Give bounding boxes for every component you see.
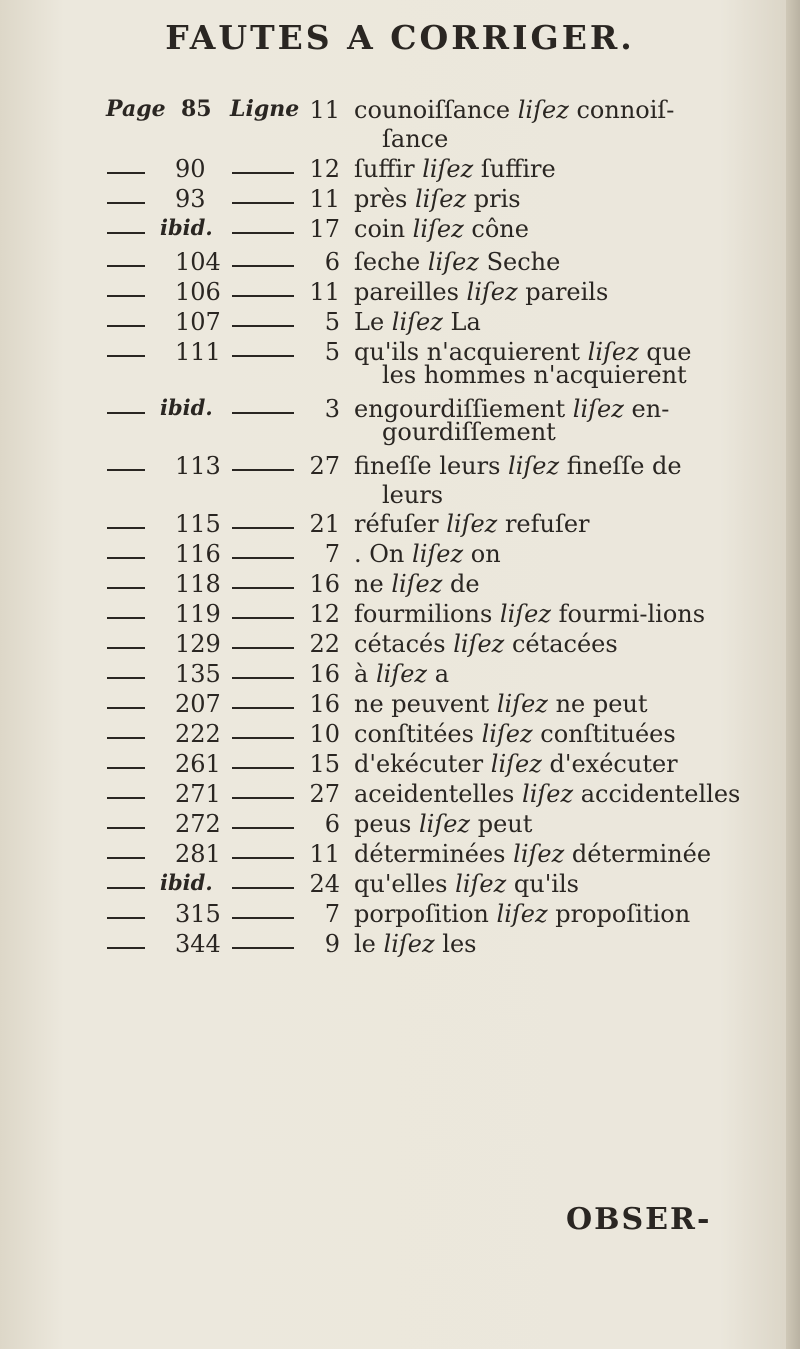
line-number: 9 <box>324 930 340 958</box>
erratum-entry <box>354 452 682 480</box>
erratum-entry <box>354 630 618 658</box>
page-number: ibid. <box>160 870 213 895</box>
erratum-entry <box>354 215 529 243</box>
ditto-dash <box>107 857 145 859</box>
leader-dash <box>232 707 294 709</box>
errata-row <box>0 630 790 664</box>
page-number: ibid. <box>160 215 213 240</box>
errata-row <box>0 810 790 844</box>
ditto-dash <box>107 587 145 589</box>
line-number: 17 <box>309 215 340 243</box>
error-text: ſeche <box>354 248 421 276</box>
continuation-text: ſance <box>382 125 449 153</box>
ditto-dash <box>107 202 145 204</box>
erratum-entry <box>354 930 476 958</box>
lisez-label: liſez <box>496 690 548 718</box>
line-number: 11 <box>309 96 340 124</box>
erratum-entry <box>354 308 481 336</box>
ditto-dash <box>107 355 145 357</box>
catchword: OBSER- <box>566 1202 712 1237</box>
leader-dash <box>232 557 294 559</box>
lisez-label: liſez <box>508 452 560 480</box>
correction-text: peut <box>477 810 533 838</box>
leader-dash <box>232 325 294 327</box>
page-number: 113 <box>175 452 221 480</box>
leader-dash <box>232 587 294 589</box>
page-number: 271 <box>175 780 221 808</box>
correction-text: propoſition <box>555 900 691 928</box>
error-text: engourdiſſiement <box>354 395 566 423</box>
errata-row <box>0 278 790 312</box>
errata-row <box>0 155 790 189</box>
page-number: 119 <box>175 600 221 628</box>
ditto-dash <box>107 917 145 919</box>
page-title: FAUTES A CORRIGER. <box>165 18 635 57</box>
ditto-dash <box>107 412 145 414</box>
leader-dash <box>232 172 294 174</box>
correction-text: cône <box>471 215 529 243</box>
leader-dash <box>232 232 294 234</box>
line-number: 7 <box>324 900 340 928</box>
leader-dash <box>232 737 294 739</box>
line-number: 5 <box>324 338 340 366</box>
ditto-dash <box>107 557 145 559</box>
line-number: 6 <box>324 248 340 276</box>
line-number: 11 <box>309 278 340 306</box>
lisez-label: liſez <box>391 308 443 336</box>
lisez-label: liſez <box>427 248 479 276</box>
lisez-label: liſez <box>415 185 467 213</box>
ditto-dash <box>107 887 145 889</box>
line-number: 3 <box>324 395 340 423</box>
erratum-entry <box>354 840 711 868</box>
ditto-dash <box>107 527 145 529</box>
errata-row <box>0 570 790 604</box>
error-text: conſtitées <box>354 720 474 748</box>
page-number: 135 <box>175 660 221 688</box>
leader-dash <box>232 827 294 829</box>
line-number: 16 <box>309 570 340 598</box>
lisez-label: liſez <box>481 720 533 748</box>
lisez-label: liſez <box>490 750 542 778</box>
errata-row <box>0 185 790 219</box>
errata-row <box>0 248 790 282</box>
line-number: 16 <box>309 660 340 688</box>
error-text: cétacés <box>354 630 446 658</box>
errata-row <box>0 308 790 342</box>
correction-text: ſuffire <box>480 155 556 183</box>
errata-row-continuation <box>0 418 790 452</box>
correction-text: refuſer <box>504 510 590 538</box>
error-text: ne <box>354 570 384 598</box>
error-text: coin <box>354 215 406 243</box>
lisez-label: liſez <box>391 570 443 598</box>
leader-dash <box>232 917 294 919</box>
error-text: pareilles <box>354 278 459 306</box>
leader-dash <box>232 767 294 769</box>
erratum-entry <box>354 185 521 213</box>
ditto-dash <box>107 325 145 327</box>
erratum-entry <box>354 750 678 778</box>
errata-row <box>0 870 790 904</box>
page-number: 116 <box>175 540 221 568</box>
errata-row <box>0 750 790 784</box>
errata-row <box>0 215 790 249</box>
line-number: 6 <box>324 810 340 838</box>
errata-row-continuation <box>0 125 790 159</box>
ditto-dash <box>107 797 145 799</box>
error-text: counoiſſance <box>354 96 511 124</box>
error-text: fourmilions <box>354 600 493 628</box>
line-number: 16 <box>309 690 340 718</box>
errata-row <box>0 840 790 874</box>
lisez-label: liſez <box>383 930 435 958</box>
lisez-label: liſez <box>455 870 507 898</box>
ditto-dash <box>107 707 145 709</box>
leader-dash <box>232 295 294 297</box>
leader-dash <box>232 677 294 679</box>
leader-dash <box>232 527 294 529</box>
erratum-entry <box>354 900 690 928</box>
line-number: 15 <box>309 750 340 778</box>
errata-row-continuation <box>0 361 790 395</box>
erratum-entry <box>354 600 705 628</box>
error-text: Le <box>354 308 385 336</box>
error-text: qu'ils n'acquierent <box>354 338 580 366</box>
page-number: 107 <box>175 308 221 336</box>
continuation-text: gourdiſſement <box>382 418 556 446</box>
lisez-label: liſez <box>446 510 498 538</box>
correction-text: La <box>450 308 481 336</box>
page-number: 222 <box>175 720 221 748</box>
erratum-entry <box>354 540 501 568</box>
erratum-entry <box>354 570 480 598</box>
page-number: 315 <box>175 900 221 928</box>
continuation-text: leurs <box>382 481 444 509</box>
erratum-entry <box>354 510 590 538</box>
erratum-entry <box>354 248 560 276</box>
errata-row <box>0 540 790 574</box>
page-column-label: Page <box>106 96 166 122</box>
lisez-label: liſez <box>466 278 518 306</box>
leader-dash <box>232 412 294 414</box>
page-number: 104 <box>175 248 221 276</box>
lisez-label: liſez <box>422 155 474 183</box>
error-text: à <box>354 660 369 688</box>
correction-text: conſtituées <box>540 720 676 748</box>
errata-row <box>0 900 790 934</box>
correction-text: que <box>646 338 692 366</box>
erratum-entry <box>354 720 676 748</box>
ditto-dash <box>107 469 145 471</box>
leader-dash <box>232 355 294 357</box>
error-text: qu'elles <box>354 870 448 898</box>
page-number: 281 <box>175 840 221 868</box>
page-number: 93 <box>175 185 206 213</box>
page-number: 111 <box>175 338 221 366</box>
erratum-entry <box>354 780 740 808</box>
correction-text: de <box>450 570 480 598</box>
line-number: 27 <box>309 452 340 480</box>
erratum-entry <box>354 155 556 183</box>
error-text: déterminées <box>354 840 506 868</box>
errata-row <box>0 930 790 964</box>
correction-text: déterminée <box>571 840 712 868</box>
error-text: fineſſe leurs <box>354 452 501 480</box>
line-number: 22 <box>309 630 340 658</box>
line-number: 12 <box>309 155 340 183</box>
ditto-dash <box>107 232 145 234</box>
lisez-label: liſez <box>453 630 505 658</box>
lisez-label: liſez <box>375 660 428 688</box>
lisez-label: liſez <box>513 840 565 868</box>
errata-row <box>0 660 790 694</box>
lisez-label: liſez <box>522 780 574 808</box>
page-number: 344 <box>175 930 221 958</box>
errata-row <box>0 600 790 634</box>
lisez-label: liſez <box>412 540 464 568</box>
correction-text: d'exécuter <box>549 750 678 778</box>
line-number: 12 <box>309 600 340 628</box>
line-number: 24 <box>309 870 340 898</box>
ditto-dash <box>107 647 145 649</box>
ditto-dash <box>107 172 145 174</box>
correction-text: ne peut <box>555 690 648 718</box>
lisez-label: liſez <box>412 215 464 243</box>
page-number: 129 <box>175 630 221 658</box>
erratum-entry <box>354 870 579 898</box>
lisez-label: liſez <box>418 810 471 838</box>
erratum-entry <box>354 278 608 306</box>
erratum-entry <box>354 96 674 124</box>
leader-dash <box>232 887 294 889</box>
error-text: près <box>354 185 408 213</box>
line-number: 11 <box>309 185 340 213</box>
correction-text: pareils <box>525 278 609 306</box>
errata-row <box>0 690 790 724</box>
lisez-label: liſez <box>572 395 624 423</box>
page-number: ibid. <box>160 395 213 420</box>
leader-dash <box>232 202 294 204</box>
leader-dash <box>232 947 294 949</box>
page-number: 207 <box>175 690 221 718</box>
correction-text: les <box>442 930 477 958</box>
error-text: porpoſition <box>354 900 489 928</box>
errata-row <box>0 720 790 754</box>
ditto-dash <box>107 617 145 619</box>
errata-row <box>0 780 790 814</box>
ditto-dash <box>107 767 145 769</box>
correction-text: accidentelles <box>580 780 741 808</box>
correction-text: pris <box>473 185 521 213</box>
error-text: d'ekécuter <box>354 750 484 778</box>
leader-dash <box>232 617 294 619</box>
error-text: ſuffir <box>354 155 415 183</box>
leader-dash <box>232 469 294 471</box>
ditto-dash <box>107 265 145 267</box>
lisez-label: liſez <box>587 338 639 366</box>
lisez-label: liſez <box>517 96 569 124</box>
ditto-dash <box>107 947 145 949</box>
page-number: 261 <box>175 750 221 778</box>
line-number: 11 <box>309 840 340 868</box>
page-number: 118 <box>175 570 221 598</box>
continuation-text: les hommes n'acquierent <box>382 361 687 389</box>
correction-text: qu'ils <box>513 870 579 898</box>
correction-text: Seche <box>486 248 561 276</box>
erratum-entry <box>354 810 532 838</box>
line-number: 5 <box>324 308 340 336</box>
correction-text: connoiſ- <box>576 96 675 124</box>
error-text: peus <box>354 810 412 838</box>
ditto-dash <box>107 295 145 297</box>
leader-dash <box>232 647 294 649</box>
correction-text: fineſſe de <box>566 452 682 480</box>
erratum-entry <box>354 690 648 718</box>
page-number: 90 <box>175 155 206 183</box>
correction-text: fourmi-lions <box>558 600 706 628</box>
page-number: 85 <box>181 96 212 122</box>
line-number: 21 <box>309 510 340 538</box>
error-text: ne peuvent <box>354 690 490 718</box>
page-number: 106 <box>175 278 221 306</box>
lisez-label: liſez <box>496 900 548 928</box>
errata-row <box>0 510 790 544</box>
line-column-label: Ligne <box>230 96 300 122</box>
lisez-label: liſez <box>499 600 552 628</box>
ditto-dash <box>107 737 145 739</box>
leader-dash <box>232 857 294 859</box>
error-text: . On <box>354 540 405 568</box>
leader-dash <box>232 797 294 799</box>
leader-dash <box>232 265 294 267</box>
error-text: réfuſer <box>354 510 439 538</box>
correction-text: on <box>470 540 501 568</box>
correction-text: cétacées <box>511 630 618 658</box>
correction-text: a <box>434 660 449 688</box>
line-number: 7 <box>324 540 340 568</box>
error-text: aceidentelles <box>354 780 515 808</box>
page-number: 272 <box>175 810 221 838</box>
error-text: le <box>354 930 376 958</box>
erratum-entry <box>354 660 449 688</box>
page-number: 115 <box>175 510 221 538</box>
correction-text: en- <box>631 395 670 423</box>
ditto-dash <box>107 677 145 679</box>
line-number: 10 <box>309 720 340 748</box>
ditto-dash <box>107 827 145 829</box>
line-number: 27 <box>309 780 340 808</box>
